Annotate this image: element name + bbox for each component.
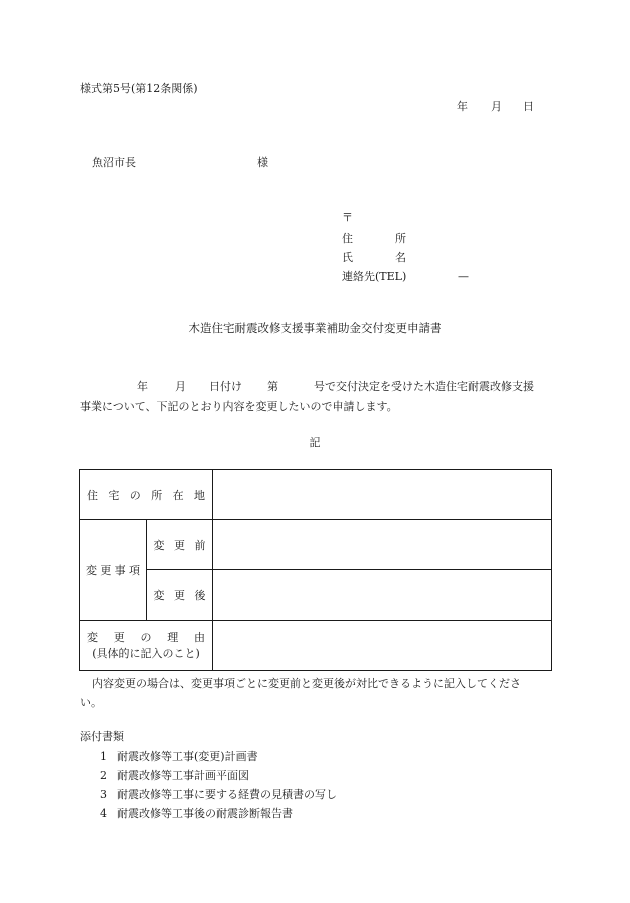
before-label-cell [147,520,213,570]
attachment-text: 耐震改修等工事計画平面図 [117,769,249,782]
application-table [79,469,552,671]
attachment-text: 耐震改修等工事(変更)計画書 [117,750,258,763]
note-line1: 内容変更の場合は、変更事項ごとに変更前と変更後が対比できるように記入してくださ [92,677,521,690]
attachment-number: 1 [100,750,107,763]
body-date-suffix: 日付け [209,380,242,393]
reason-label: 変更の理由 [87,630,205,644]
name-label-char-2: 名 [395,251,406,264]
attachment-item [80,808,293,819]
date-month-label: 月 [491,100,502,113]
contact-label: 連絡先(TEL) [342,270,407,283]
postal-mark: 〒 [342,211,353,224]
attachment-item [80,789,337,800]
body-text-line2: 事業について、下記のとおり内容を変更したいので申請します。 [80,400,398,413]
address-label-char-2: 所 [395,232,406,245]
address-label-char-1: 住 [342,232,353,245]
reason-value-cell[interactable] [213,621,552,671]
change-items-label-cell [80,520,147,621]
location-label: 住宅の所在地 [87,488,205,502]
attachment-item [80,770,249,781]
reason-sublabel: (具体的に記入のこと) [92,646,200,660]
reason-label-cell [80,621,213,671]
form-number: 様式第5号(第12条関係) [80,82,198,95]
location-label-cell [80,470,213,520]
date-year-label: 年 [457,100,468,113]
contact-separator: — [458,270,469,283]
after-value-cell[interactable] [213,570,552,621]
document-title: 木造住宅耐震改修支援事業補助金交付変更申請書 [188,321,442,335]
location-value-cell[interactable] [213,470,552,520]
attachment-text: 耐震改修等工事に要する経費の見積書の写し [117,788,337,801]
change-items-label: 変更事項 [86,564,140,577]
attachment-item [80,751,258,762]
attachment-number: 3 [100,788,107,801]
body-number-prefix: 第 [267,380,278,393]
body-month-label: 月 [175,380,186,393]
addressee-honorific: 様 [257,156,268,169]
body-year-label: 年 [137,380,148,393]
attachments-heading: 添付書類 [80,730,124,743]
date-day-label: 日 [523,100,534,113]
attachment-text: 耐震改修等工事後の耐震診断報告書 [117,807,293,820]
note-line2: い。 [80,696,102,709]
attachment-number: 2 [100,769,107,782]
before-value-cell[interactable] [213,520,552,570]
addressee-name: 魚沼市長 [92,156,136,169]
record-mark: 記 [309,436,321,449]
before-label: 変更前 [153,538,206,552]
name-label-char-1: 氏 [342,251,353,264]
body-text-line1: 号で交付決定を受けた木造住宅耐震改修支援 [314,380,534,393]
after-label: 変更後 [153,589,206,602]
attachment-number: 4 [100,807,107,820]
after-label-cell [147,570,213,621]
